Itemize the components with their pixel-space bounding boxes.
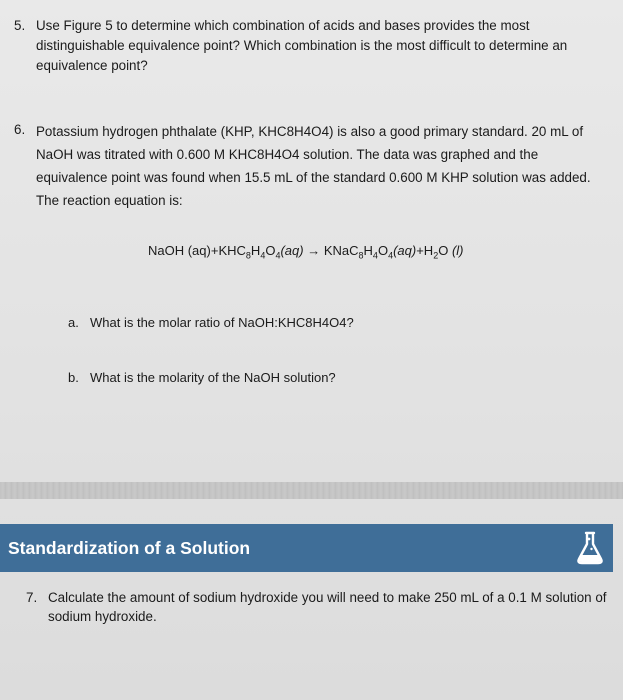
question-5-number: 5. <box>14 18 26 33</box>
question-7-text: Calculate the amount of sodium hydroxide you will need to make 250 mL of a 0.1 M solution of sodium hydroxide. <box>48 590 607 624</box>
question-6a-letter: a. <box>68 315 79 330</box>
page-divider <box>0 482 623 499</box>
question-6a-text: What is the molar ratio of NaOH:KHC8H4O4? <box>90 315 354 330</box>
question-7-number: 7. <box>26 590 38 605</box>
section-header <box>0 524 613 572</box>
question-5-text: Use Figure 5 to determine which combination of acids and bases provides the most distinguishable equivalence point? Which combination is the most difficult to determine an equivalence point? <box>36 18 568 73</box>
question-6-text: Potassium hydrogen phthalate (KHP, KHC8H4O4) is also a good primary standard. 20 mL of NaOH was titrated with 0.600 M KHC8H4O4 solution. The data was graphed and the equivalence point was found when 15.5 mL of the standard 0.600 M KHP solution was added. The reaction equation is: <box>36 124 591 208</box>
reaction-equation: NaOH $(aq)+KHC_8H_4O_4(aq)$ → $KNaC_8H_4O_4(aq)+H_2O$ (l) <box>148 243 464 261</box>
question-6b-letter: b. <box>68 370 79 385</box>
question-6-number: 6. <box>14 122 26 137</box>
section-title: Standardization of a Solution <box>8 538 251 558</box>
question-6b-text: What is the molarity of the NaOH solution? <box>90 370 336 385</box>
flask-icon <box>573 530 607 566</box>
